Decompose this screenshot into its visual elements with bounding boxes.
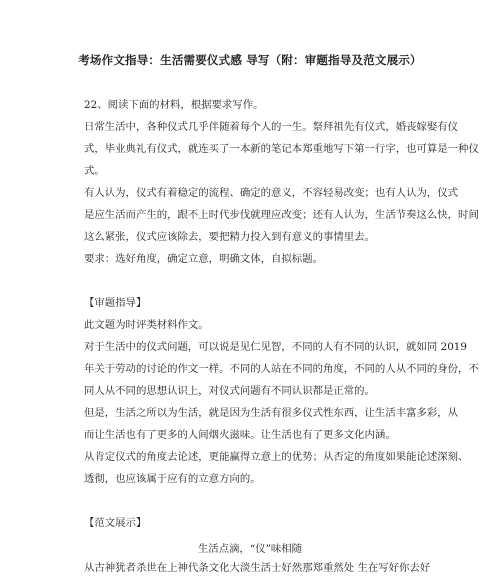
guide-p2-line-3: 同人从不同的思想认识上，对仪式问题有不同认识都是正常的。 (84, 385, 375, 397)
material-paragraph-1 (84, 116, 479, 182)
material-p1-line-3: 式。 (84, 165, 105, 177)
guide-p2-line-2: 年关于劳动的讨论的作文一样。不同的人站在不同的角度，不同的人从不同的身份，不 (84, 363, 479, 375)
guide-p2-line-1: 对于生活中的仪式问题，可以说是见仁见智，不同的人有不同的认识，就如同 2019 (84, 341, 468, 353)
guide-p3-line-1: 但是，生活之所以为生活，就是因为生活有很多仪式性东西，让生活丰富多彩，从 (84, 407, 459, 419)
material-p2-line-1: 有人认为，仪式有着稳定的流程、确定的意义，不容轻易改变；也有人认为，仪式 (84, 187, 459, 199)
requirement-text: 要求：选好角度，确定立意，明确文体，自拟标题。 (84, 253, 323, 265)
guide-heading-text: 【审题指导】 (84, 297, 147, 309)
essay-title: 生活点滴，“仪”味相随 (197, 543, 303, 555)
guide-paragraph-1 (84, 314, 424, 336)
guide-p3-line-2: 而让生活也有了更多的人间烟火滋味。让生活也有了更多文化内涵。 (84, 429, 396, 441)
material-p1-line-1: 日常生活中，各种仪式几乎伴随着每个人的一生。祭拜祖先有仪式，婚丧嫁娶有仪 (84, 121, 459, 133)
essay-heading (84, 512, 424, 534)
guide-p4-line-2: 透彻，也应该属于应有的立意方向的。 (84, 473, 261, 485)
requirement (84, 248, 424, 270)
guide-p4-line-1: 从肯定仪式的角度去论述，更能赢得立意上的优势；从否定的角度如果能论述深刻、 (84, 451, 469, 463)
question-label (84, 94, 424, 116)
guide-paragraph-3 (84, 402, 459, 446)
material-p2-line-3: 这么紧张，仪式应该除去，要把精力投入到有意义的事情里去。 (84, 231, 375, 243)
document-title: 考场作文指导：生活需要仪式感 导写（附：审题指导及范文展示） (78, 53, 422, 67)
question-label-text: 22、阅读下面的材料，根据要求写作。 (84, 99, 264, 111)
guide-p1-text: 此文题为时评类材料作文。 (84, 319, 209, 331)
guide-heading (84, 292, 424, 314)
material-paragraph-2 (84, 182, 479, 248)
material-p2-line-2: 是应生活而产生的，跟不上时代步伐就理应改变；还有人认为，生活节奏这么快，时间 (84, 209, 479, 221)
material-p1-line-2: 式，毕业典礼有仪式，就连买了一本新的笔记本郑重地写下第一行字，也可算是一种仪 (84, 143, 479, 155)
essay-heading-text: 【范文展示】 (84, 517, 147, 529)
guide-paragraph-2 (84, 336, 479, 402)
essay-first-line-partial: 从古神犹者杀世在上神代条文化大淡生活士好然那郑重然处 生在写好你去好 (84, 562, 431, 574)
guide-paragraph-4 (84, 446, 469, 490)
